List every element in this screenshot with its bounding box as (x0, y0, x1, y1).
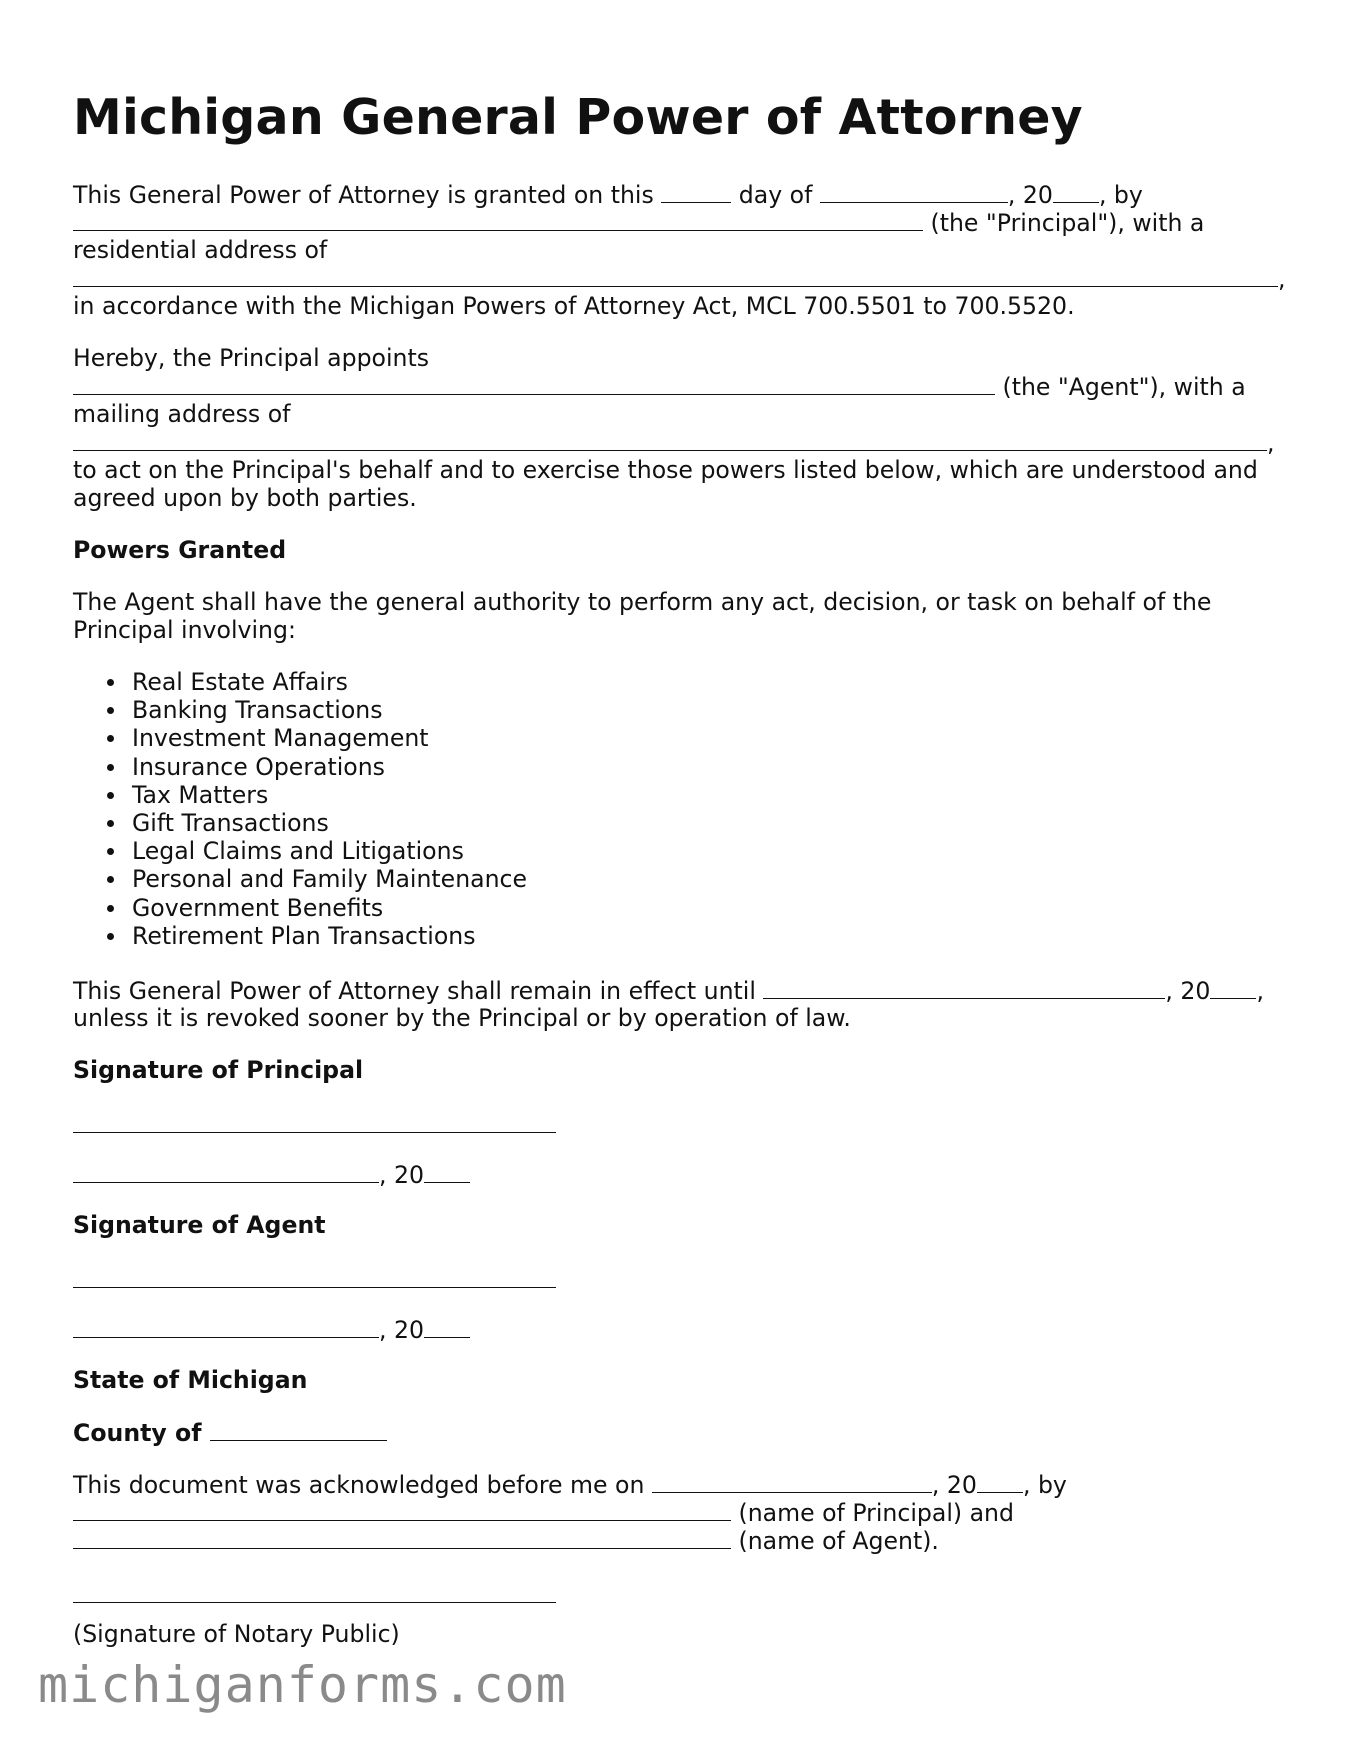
document-title: Michigan General Power of Attorney (73, 89, 1083, 146)
ack-date-blank[interactable] (652, 1470, 932, 1493)
watermark: michiganforms.com (38, 1656, 567, 1714)
principal-date-line (73, 1160, 470, 1189)
state-heading: State of Michigan (73, 1366, 308, 1394)
list-item: Government Benefits (73, 894, 527, 922)
effect-text: This General Power of Attorney shall remain in effect until (73, 977, 756, 1005)
notary-signature-line[interactable] (73, 1602, 556, 1603)
powers-heading: Powers Granted (73, 536, 287, 564)
intro-line-5: in accordance with the Michigan Powers of Attorney Act, MCL 700.5501 to 700.5520. (73, 292, 1075, 320)
signature-principal-heading: Signature of Principal (73, 1056, 364, 1084)
county-blank[interactable] (210, 1418, 387, 1441)
list-item: Legal Claims and Litigations (73, 837, 527, 865)
agent-name-blank[interactable] (73, 372, 995, 395)
appoint-line-4 (73, 428, 1275, 457)
appoint-line-3: mailing address of (73, 400, 291, 428)
intro-line-4 (73, 264, 1286, 293)
principal-date-blank[interactable] (73, 1160, 379, 1183)
principal-label: (the "Principal"), with a (930, 209, 1205, 237)
principal-name-blank[interactable] (73, 208, 923, 231)
list-item: Personal and Family Maintenance (73, 865, 527, 893)
intro-line-1 (73, 180, 1143, 209)
powers-list (73, 668, 527, 950)
effect-line-1 (73, 976, 1264, 1005)
year-prefix-text: , 20 (1007, 181, 1053, 209)
ack-line-1 (73, 1470, 1067, 1499)
principal-signature-line[interactable] (73, 1132, 556, 1133)
list-item: Retirement Plan Transactions (73, 922, 527, 950)
list-item: Real Estate Affairs (73, 668, 527, 696)
county-line (73, 1418, 387, 1447)
by-text: , by (1022, 1471, 1067, 1499)
comma-text: , (1256, 977, 1264, 1005)
day-of-text: day of (738, 181, 813, 209)
ack-agent-blank[interactable] (73, 1526, 731, 1549)
agent-address-blank[interactable] (73, 428, 1267, 451)
agent-label: (the "Agent"), with a (1002, 373, 1246, 401)
ack-principal-blank[interactable] (73, 1498, 731, 1521)
powers-desc-line-2: Principal involving: (73, 616, 296, 644)
agent-date-blank[interactable] (73, 1315, 379, 1338)
list-item: Tax Matters (73, 781, 527, 809)
year-prefix-text: , 20 (931, 1471, 977, 1499)
end-year-blank[interactable] (1210, 976, 1256, 999)
end-date-blank[interactable] (763, 976, 1165, 999)
agent-signature-line[interactable] (73, 1287, 556, 1288)
comma-text: , (1267, 429, 1275, 457)
by-text: , by (1098, 181, 1143, 209)
effect-line-2: unless it is revoked sooner by the Principal or by operation of law. (73, 1004, 851, 1032)
year-blank[interactable] (1053, 180, 1099, 203)
appoint-line-2 (73, 372, 1246, 401)
list-item: Investment Management (73, 724, 527, 752)
powers-desc-line-1: The Agent shall have the general authority to perform any act, decision, or task on behalf of the (73, 588, 1212, 616)
list-item: Insurance Operations (73, 753, 527, 781)
name-agent-label: (name of Agent). (738, 1527, 939, 1555)
ack-line-2 (73, 1498, 1014, 1527)
notary-signature-caption: (Signature of Notary Public) (73, 1620, 400, 1648)
agent-year-blank[interactable] (424, 1315, 470, 1338)
year-prefix-text: , 20 (1165, 977, 1211, 1005)
principal-address-blank[interactable] (73, 264, 1278, 287)
appoint-line-5: to act on the Principal's behalf and to exercise those powers listed below, which are understood and (73, 456, 1258, 484)
signature-agent-heading: Signature of Agent (73, 1211, 326, 1239)
principal-year-blank[interactable] (424, 1160, 470, 1183)
appoint-line-6: agreed upon by both parties. (73, 484, 417, 512)
intro-line-2 (73, 208, 1204, 237)
day-blank[interactable] (661, 180, 731, 203)
list-item: Banking Transactions (73, 696, 527, 724)
intro-line-3: residential address of (73, 236, 328, 264)
name-principal-label: (name of Principal) and (738, 1499, 1014, 1527)
list-item: Gift Transactions (73, 809, 527, 837)
month-blank[interactable] (820, 180, 1008, 203)
ack-line-3 (73, 1526, 939, 1555)
agent-date-line (73, 1315, 470, 1344)
granted-on-text: This General Power of Attorney is granted on this (73, 181, 654, 209)
county-label: County of (73, 1419, 202, 1447)
year-prefix-text: , 20 (379, 1161, 425, 1189)
appoint-line-1: Hereby, the Principal appoints (73, 344, 430, 372)
ack-year-blank[interactable] (977, 1470, 1023, 1493)
comma-text: , (1278, 265, 1286, 293)
year-prefix-text: , 20 (379, 1316, 425, 1344)
ack-text: This document was acknowledged before me on (73, 1471, 645, 1499)
